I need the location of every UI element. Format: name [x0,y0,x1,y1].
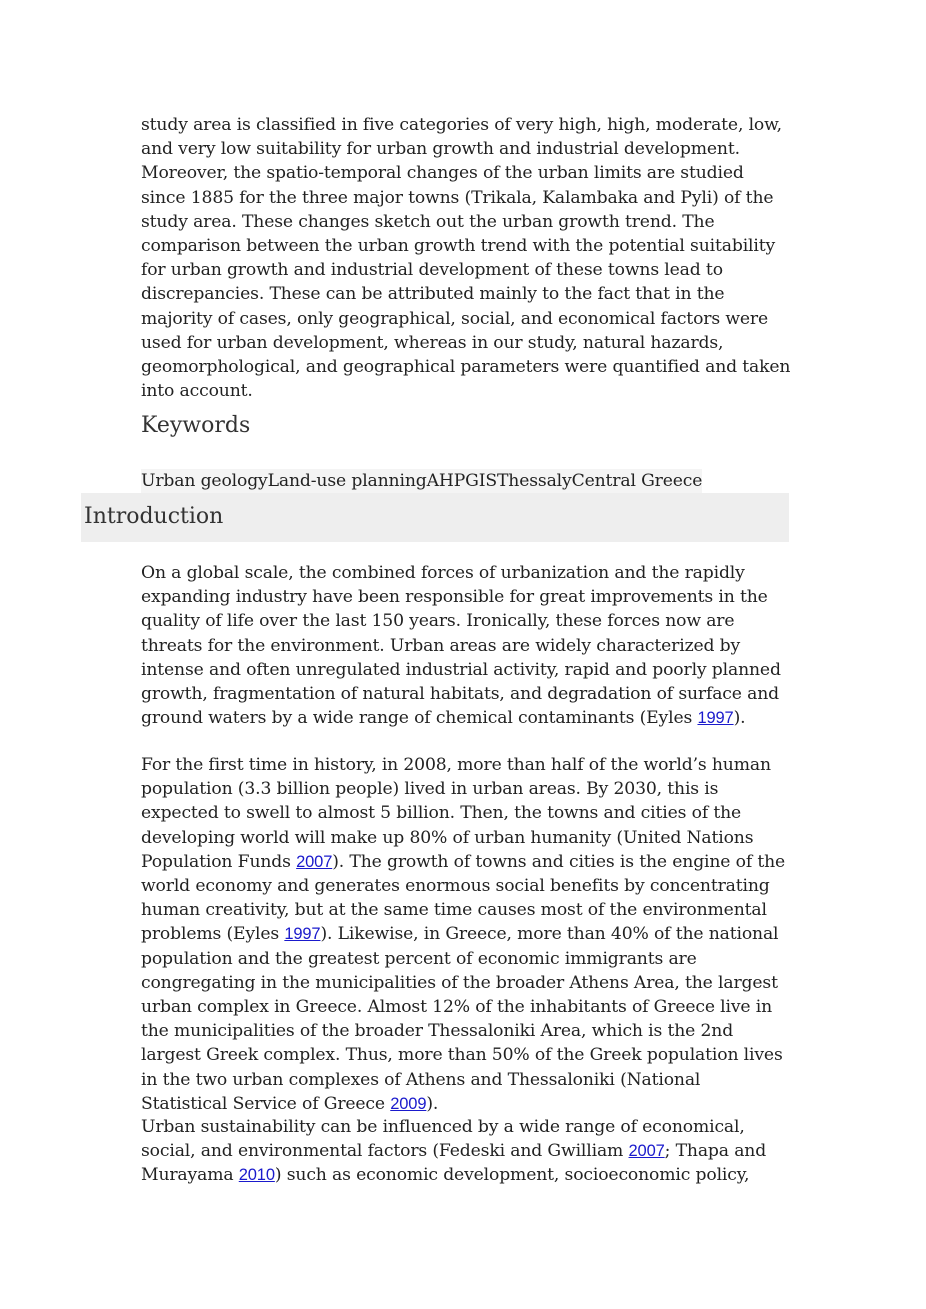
abstract-continuation [141,113,791,403]
text-run: ; Thapa and Murayama [141,1141,767,1186]
text-run: ). [733,708,746,729]
citation-link[interactable]: 1997 [697,709,734,728]
keyword-item[interactable]: GIS [465,471,497,491]
intro-paragraph-1 [141,561,791,730]
keyword-item[interactable]: AHP [426,471,466,491]
keywords-list [141,469,702,493]
introduction-heading: Introduction [84,504,224,529]
intro-paragraph-2 [141,753,791,1116]
citation-link[interactable]: 1997 [284,925,321,944]
text-run: For the first time in history, in 2008, more than half of the world’s human population (3.3 billion people) lived in urban areas. By 2030, this is expected to swell to almost 5 billion. Then, the towns and cities of the developing world will make up 80% of urban humanity (United Nations Population Funds [141,755,771,872]
text-run: ). [426,1093,439,1114]
introduction-section-header[interactable] [81,493,789,542]
paragraph-text [141,753,791,1116]
keyword-item[interactable]: Central Greece [571,471,703,491]
citation-link[interactable]: 2007 [296,852,333,871]
text-run: Urban sustainability can be influenced by a wide range of economical, social, and environmental factors (Fedeski and Gwilliam [141,1117,745,1162]
paragraph-text [141,1115,791,1188]
intro-paragraph-3 [141,1115,791,1188]
keyword-item[interactable]: Land-use planning [267,471,427,491]
paragraph-text [141,561,791,730]
text-run: ). Likewise, in Greece, more than 40% of the national population and the greatest percent of economic immigrants are congregating in the municipalities of the broader Athens Area, the largest urban complex in Greece. Almost 12% of the inhabitants of Greece live in the municipalities of the broader Thessaloniki Area, which is the 2nd largest Greek complex. Thus, more than 50% of the Greek population lives in the two urban complexes of Athens and Thessaloniki (National Statistical Service of Greece [141,924,783,1114]
abstract-text: study area is classified in five categories of very high, high, moderate, low, and very low suitability for urban growth and industrial development. Moreover, the spatio-temporal changes of the urban limits are studied since 1885 for the three major towns (Trikala, Kalambaka and Pyli) of the study area. These changes sketch out the urban growth trend. The comparison between the urban growth trend with the potential suitability for urban growth and industrial development of these towns lead to discrepancies. These can be attributed mainly to the fact that in the majority of cases, only geographical, social, and economical factors were used for urban development, whereas in our study, natural hazards, geomorphological, and geographical parameters were quantified and taken into account. [141,115,791,402]
keywords-heading: Keywords [141,413,251,438]
text-run: ). The growth of towns and cities is the engine of the world economy and generates enormous social benefits by concentrating human creativity, but at the same time causes most of the environmental problems (Eyles [141,851,786,945]
text-run: On a global scale, the combined forces of urbanization and the rapidly expanding industry have been responsible for great improvements in the quality of life over the last 150 years. Ironically, these forces now are threats for the environment. Urban areas are widely characterized by intense and often unregulated industrial activity, rapid and poorly planned growth, fragmentation of natural habitats, and degradation of surface and ground waters by a wide range of chemical contaminants (Eyles [141,563,781,729]
citation-link[interactable]: 2007 [628,1142,665,1161]
citation-link[interactable]: 2010 [238,1166,275,1185]
citation-link[interactable]: 2009 [390,1094,427,1113]
text-run: ) such as economic development, socioeconomic policy, [274,1165,750,1186]
keyword-item[interactable]: Urban geology [141,471,268,491]
keyword-item[interactable]: Thessaly [496,471,572,491]
